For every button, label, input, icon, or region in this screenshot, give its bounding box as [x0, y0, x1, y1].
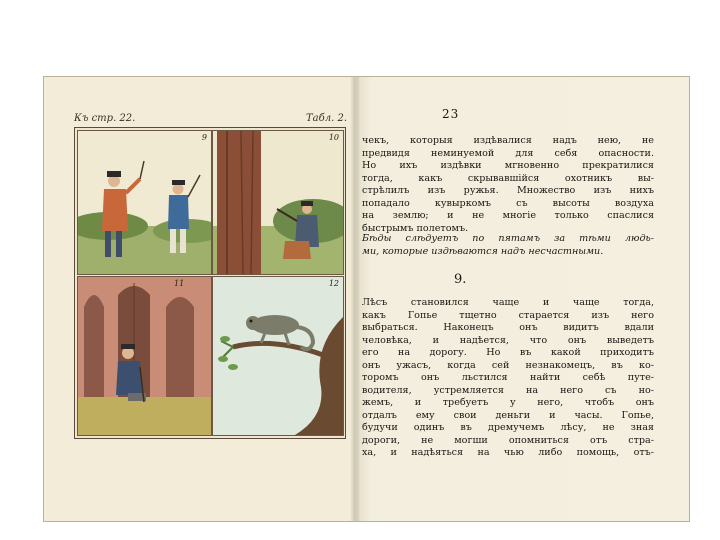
text-line: дороги, не могши опомниться отъ стра-: [362, 434, 654, 446]
panel-chameleon: [212, 276, 344, 436]
text-line: Лѣсъ становился чаще и чаще тогда,: [362, 297, 654, 308]
text-line: быстрымъ полетомъ.: [362, 222, 469, 234]
text-line: чекъ, которыя издѣвалися надъ нею, не: [362, 135, 654, 146]
text-line: будучи одинъ въ дремучемъ лѣсу, не зная: [362, 422, 654, 433]
text-line: на землю; и не многіе только спаслися: [362, 210, 654, 221]
chameleon-illustration: [213, 277, 343, 435]
text-line: предвидя неминуемой для себя опасности.: [362, 147, 654, 159]
left-page: [44, 77, 357, 521]
panel-number: 10: [328, 133, 339, 142]
illustration-plate: [74, 127, 346, 439]
panel-number: 11: [174, 279, 185, 288]
text-line: отдалъ ему свои деньги и часы. Гопье,: [362, 409, 654, 421]
text-line: торомъ онъ льстился найти себѣ путе-: [362, 372, 654, 383]
text-line: водителя, устремляется на него съ но-: [362, 384, 654, 396]
text-line: Бѣды слѣдуетъ по пятамъ за тѣми людь-: [362, 233, 654, 244]
text-line: ха, и надѣяться на чью либо помощь, отъ-: [362, 447, 654, 458]
hunter-tree-illustration: [213, 131, 343, 274]
paragraph-top: [362, 135, 654, 235]
two-men-illustration: [78, 131, 211, 274]
text-line: Но ихъ издѣвки мгновенно прекратилися: [362, 160, 654, 171]
text-line: какъ Гопье тщетно старается изъ него: [362, 309, 654, 321]
text-line: стрѣлилъ изъ ружья. Множество изъ нихъ: [362, 185, 654, 196]
text-line: тогда, какъ скрывавшійся охотникъ вы-: [362, 172, 654, 184]
text-line: попадало кувыркомъ съ высоты воздуха: [362, 197, 654, 209]
seated-man-illustration: [78, 277, 211, 435]
panel-two-men: [77, 130, 212, 275]
text-line: онъ ужасъ, когда сей незнакомецъ, въ ко-: [362, 359, 654, 371]
chapter-number: 9.: [454, 272, 467, 287]
panel-seated-man: [77, 276, 212, 436]
plate-caption-right: Табл. 2.: [306, 113, 348, 124]
panel-hunter-tree: [212, 130, 344, 275]
paragraph-bottom: [362, 297, 654, 460]
text-line: выбраться. Наконецъ онъ видитъ вдали: [362, 322, 654, 333]
book-spread: [43, 76, 690, 522]
plate-caption-left: Къ стр. 22.: [74, 113, 136, 124]
panel-number: 9: [201, 133, 207, 142]
text-line: человѣка, и надѣется, что онъ выведетъ: [362, 334, 654, 346]
moral-text: [362, 233, 654, 258]
text-line: жемъ, и требуетъ у него, чтобъ онъ: [362, 397, 654, 408]
page-number: 23: [442, 107, 460, 121]
text-line: ми, которые издѣваются надъ несчастными.: [362, 245, 604, 257]
text-line: его на дорогу. Но въ какой приходитъ: [362, 347, 654, 358]
panel-number: 12: [328, 279, 339, 288]
book-gutter: [350, 77, 360, 521]
